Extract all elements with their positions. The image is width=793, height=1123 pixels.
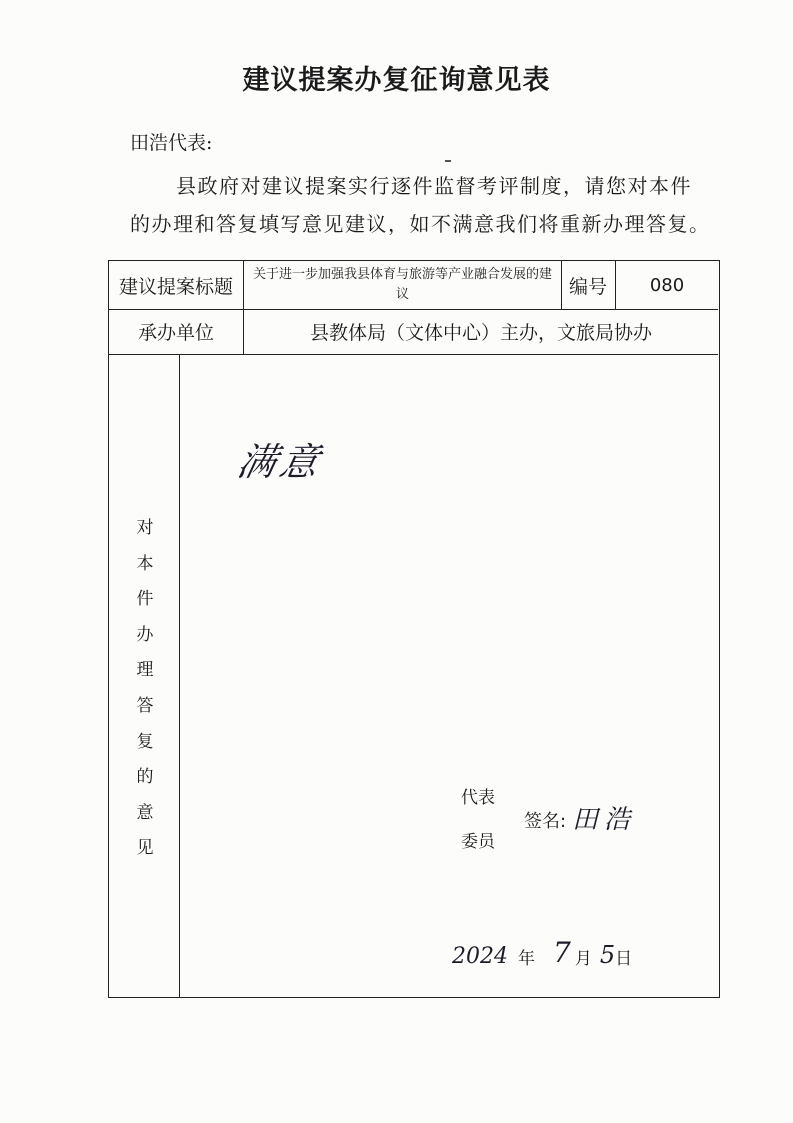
opinion-label-char: 的: [136, 767, 154, 788]
opinion-label-char: 意: [136, 802, 154, 823]
handwritten-signature: 田浩: [572, 805, 637, 835]
body-text-line-1: 县政府对建议提案实行逐件监督考评制度，请您对本件: [176, 174, 692, 198]
proposal-title-value: 关于进一步加强我县体育与旅游等产业融合发展的建议: [252, 267, 552, 302]
opinion-label-char: 见: [136, 838, 154, 859]
date-month-unit: 月: [574, 949, 592, 969]
row-divider-2: [109, 354, 718, 355]
opinion-label-char: 本: [136, 553, 154, 574]
representative-label: 代表: [461, 788, 495, 808]
date-day: 5: [599, 941, 616, 969]
handwritten-opinion: 满意: [233, 440, 327, 484]
scan-speck: [445, 160, 451, 162]
opinion-label-char: 对: [136, 518, 154, 538]
signature-date: [452, 933, 632, 969]
opinion-label-char: 件: [136, 589, 154, 610]
body-text-line-2: 的办理和答复填写意见建议，如不满意我们将重新办理答复。: [130, 212, 711, 236]
member-label: 委员: [461, 832, 495, 852]
date-year-unit: 年: [518, 949, 535, 969]
opinion-label-char: 办: [136, 624, 154, 645]
number-value: 080: [649, 274, 685, 296]
date-day-unit: 日: [615, 949, 633, 969]
date-year: 2024: [452, 944, 508, 969]
number-label: 编号: [568, 275, 607, 298]
signature-label: 签名:: [524, 811, 567, 832]
proposal-title-label: 建议提案标题: [118, 275, 233, 298]
document-title: 建议提案办复征询意见表: [242, 65, 551, 96]
opinion-form-table: [108, 260, 720, 998]
opinion-vertical-label: [109, 511, 181, 867]
date-month: 7: [553, 936, 571, 969]
opinion-label-char: 答: [136, 695, 154, 716]
opinion-label-char: 复: [136, 731, 154, 752]
handling-unit-label: 承办单位: [137, 322, 214, 344]
salutation: 田浩代表:: [130, 132, 213, 154]
opinion-label-char: 理: [136, 660, 154, 681]
handling-unit-value: 县教体局（文体中心）主办，文旅局协办: [309, 322, 652, 344]
